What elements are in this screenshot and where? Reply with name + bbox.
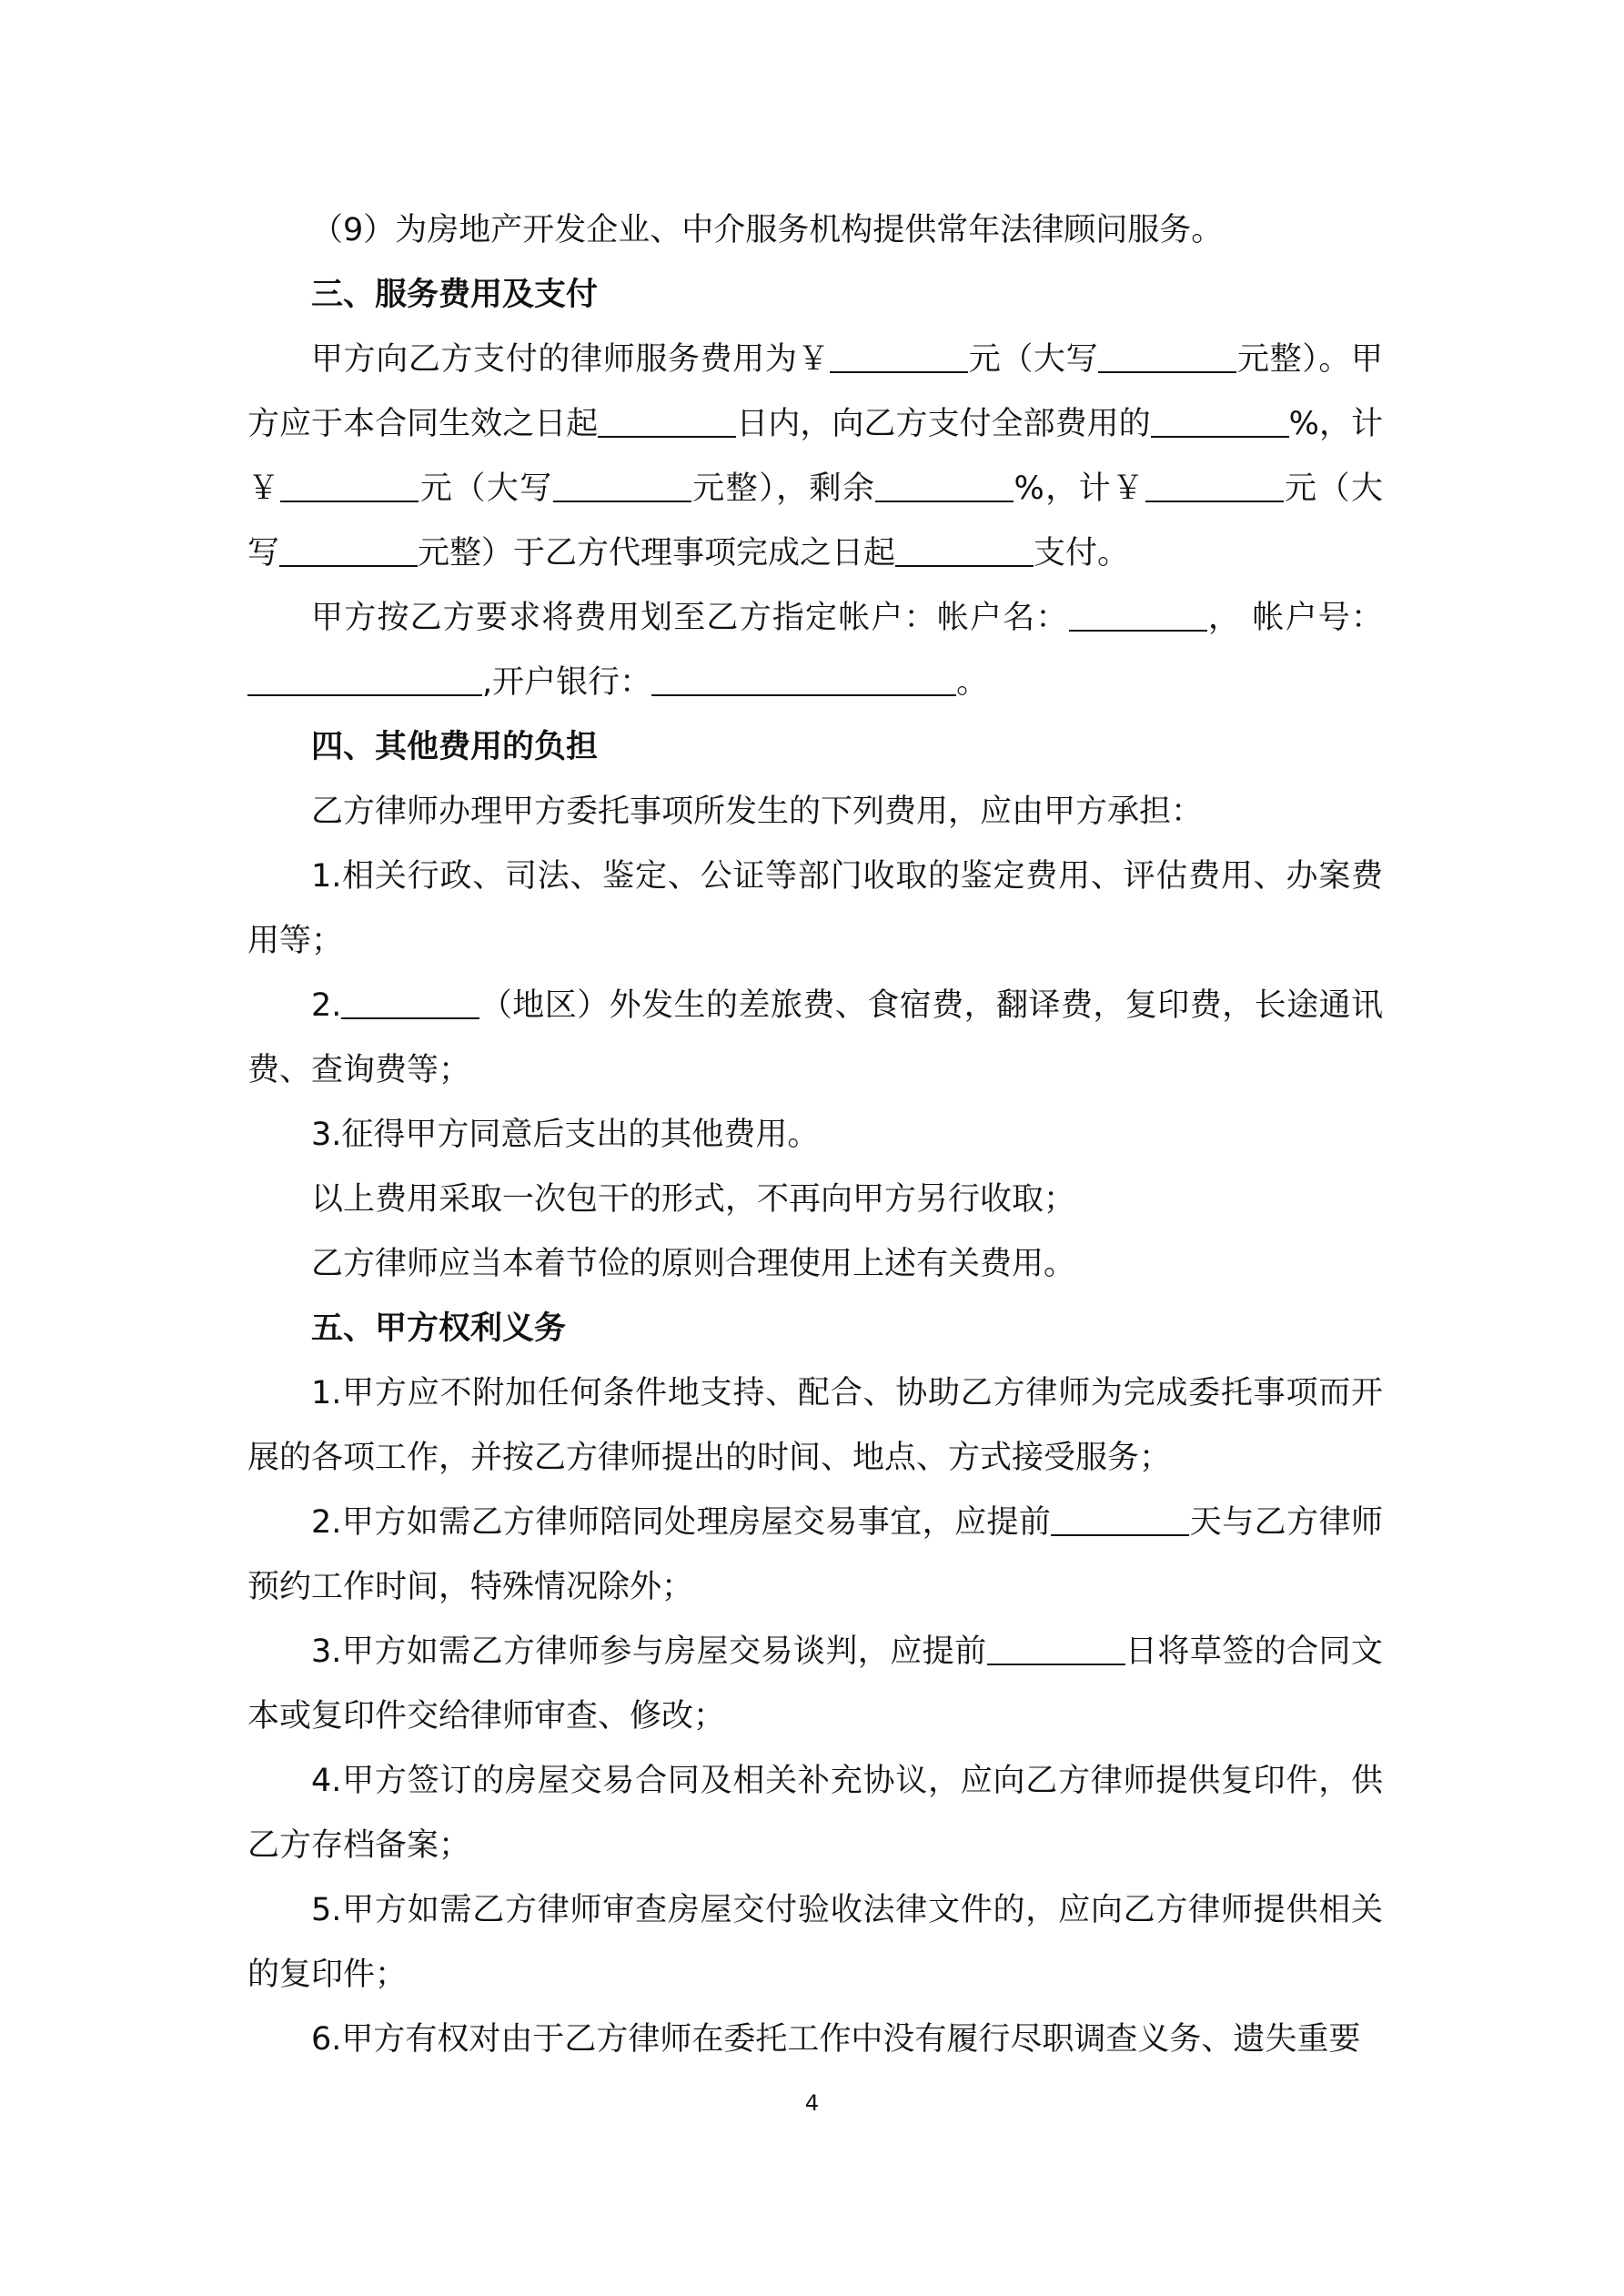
page-number: 4 <box>804 2090 820 2116</box>
fee-text: 元（大写 <box>247 470 1383 571</box>
fill-blank <box>1051 1504 1189 1536</box>
section-4-item-2 <box>247 974 1383 1103</box>
fill-blank <box>598 406 736 438</box>
account-text: 甲方按乙方要求将费用划至乙方指定帐户：帐户名： <box>311 600 1069 636</box>
fill-blank <box>553 470 691 502</box>
fill-blank <box>280 470 419 502</box>
item-text: 3.甲方如需乙方律师参与房屋交易谈判，应提前 <box>311 1633 987 1670</box>
fill-blank <box>830 341 968 373</box>
fill-blank <box>987 1633 1125 1665</box>
fill-blank <box>651 664 956 696</box>
section-4-note-1: 以上费用采取一次包干的形式，不再向甲方另行收取； <box>311 1181 1076 1218</box>
fill-blank <box>279 535 418 567</box>
section-4-note-2: 乙方律师应当本着节俭的原则合理使用上述有关费用。 <box>311 1246 1076 1282</box>
section-5-item-4: 4.甲方签订的房屋交易合同及相关补充协议，应向乙方律师提供复印件，供乙方存档备案； <box>247 1763 1383 1864</box>
section-4-intro: 乙方律师办理甲方委托事项所发生的下列费用，应由甲方承担： <box>311 794 1204 830</box>
section-4-heading: 四、其他费用的负担 <box>311 729 599 765</box>
fee-paragraph <box>247 328 1383 586</box>
fill-blank <box>1145 470 1284 502</box>
account-text: ,开户银行： <box>482 664 652 701</box>
fee-text: 元整），剩余 <box>691 470 876 507</box>
fee-text: 日内，向乙方支付全部费用的 <box>736 406 1151 442</box>
fee-text: 元整）于乙方代理事项完成之日起 <box>418 535 896 571</box>
fee-text: 甲方向乙方支付的律师服务费用为￥ <box>311 341 831 378</box>
fee-text: 元整）。甲方应于本合同生效之日起 <box>247 341 1383 442</box>
fill-blank <box>341 987 479 1019</box>
service-item-9: （9）为房地产开发企业、中介服务机构提供常年法律顾问服务。 <box>311 212 1224 248</box>
account-text: 。 <box>956 664 989 701</box>
section-5-item-6: 6.甲方有权对由于乙方律师在委托工作中没有履行尽职调查义务、遗失重要 <box>311 2021 1361 2058</box>
fill-blank <box>895 535 1034 567</box>
section-4-item-1: 1.相关行政、司法、鉴定、公证等部门收取的鉴定费用、评估费用、办案费用等； <box>247 858 1383 959</box>
section-4-item-3: 3.征得甲方同意后支出的其他费用。 <box>311 1117 820 1153</box>
fee-text: 元（大写 <box>968 341 1099 378</box>
section-3-heading: 三、服务费用及支付 <box>311 277 599 313</box>
item-text: 2. <box>311 987 342 1024</box>
fill-blank <box>1069 600 1207 632</box>
item-text: 日将草签的合同文本或复印件交给律师审查、修改； <box>247 1633 1383 1735</box>
section-5-item-2 <box>247 1491 1383 1620</box>
item-text: 天与乙方律师预约工作时间，特殊情况除外； <box>247 1504 1383 1605</box>
fill-blank <box>1098 341 1236 373</box>
section-5-item-1: 1.甲方应不附加任何条件地支持、配合、协助乙方律师为完成委托事项而开展的各项工作，并按乙方律师提出的时间、地点、方式接受服务； <box>247 1375 1383 1476</box>
section-5-item-5: 5.甲方如需乙方律师审查房屋交付验收法律文件的，应向乙方律师提供相关的复印件； <box>247 1892 1383 1993</box>
fee-text: 支付。 <box>1034 535 1130 571</box>
fee-text: 元（大写 <box>419 470 553 507</box>
item-text: 2.甲方如需乙方律师陪同处理房屋交易事宜，应提前 <box>311 1504 1052 1541</box>
fee-text: %，计￥ <box>1014 470 1145 507</box>
item-text: （地区）外发生的差旅费、食宿费，翻译费，复印费，长途通讯费、查询费等； <box>247 987 1383 1088</box>
fill-blank <box>1151 406 1289 438</box>
account-text: ， 帐户号： <box>1206 600 1383 636</box>
section-5-item-3 <box>247 1620 1383 1749</box>
document-body <box>247 198 1383 2072</box>
fill-blank <box>875 470 1014 502</box>
fill-blank <box>247 664 482 696</box>
fee-text: %，计￥ <box>247 406 1383 507</box>
section-5-heading: 五、甲方权利义务 <box>311 1310 567 1347</box>
account-paragraph <box>247 586 1383 715</box>
